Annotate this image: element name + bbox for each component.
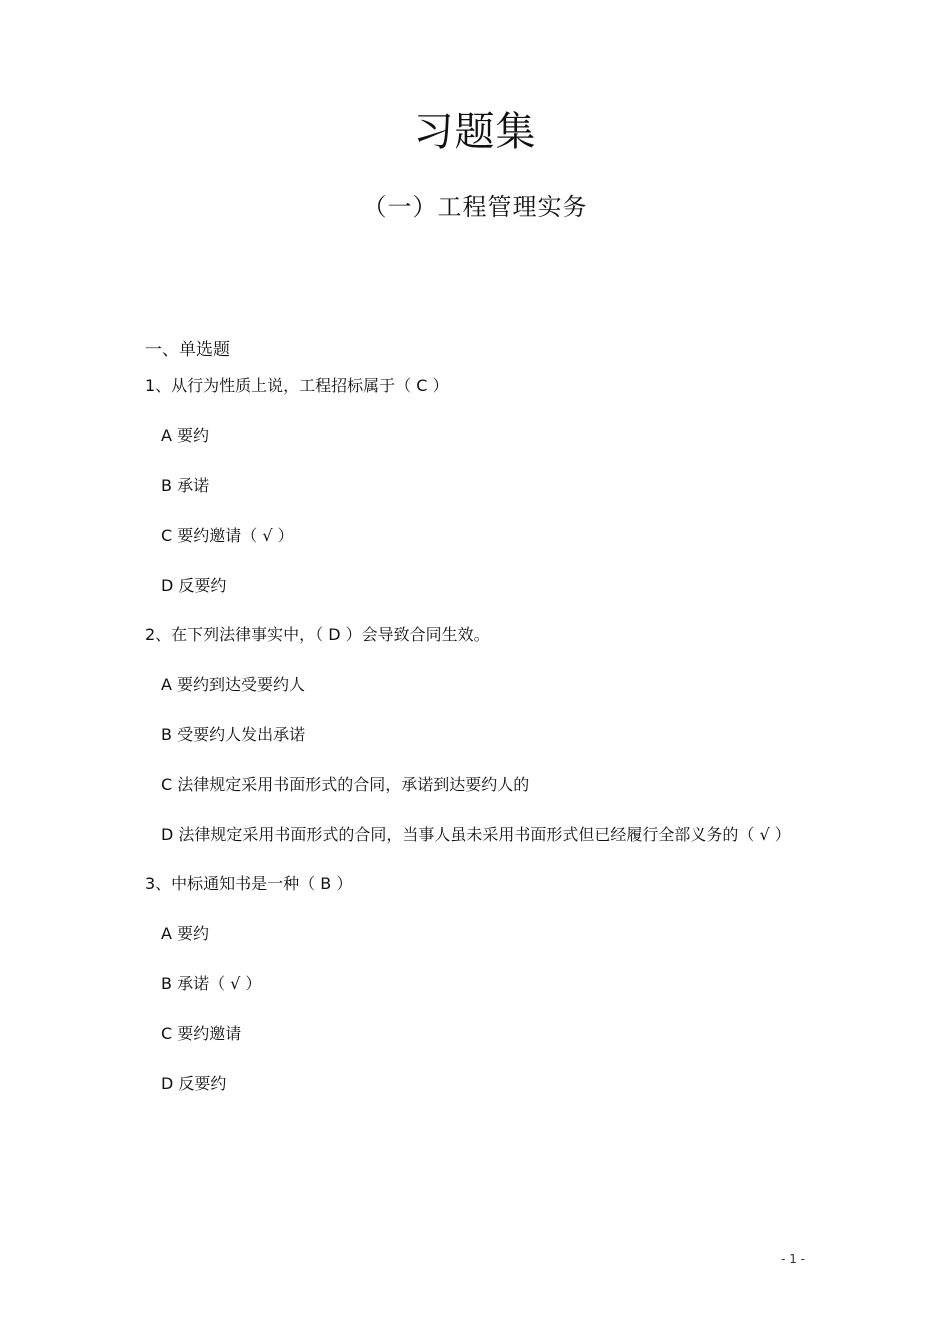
question-2-option-b: B 受要约人发出承诺: [161, 725, 306, 744]
document-title: 习题集: [413, 109, 537, 155]
question-3-option-d: D 反要约: [161, 1074, 227, 1093]
section-heading: 一、单选题: [145, 340, 230, 360]
question-3-option-b: B 承诺（ √ ）: [161, 974, 262, 993]
question-3: 3、中标通知书是一种（ B ）: [145, 874, 353, 893]
question-1: 1、从行为性质上说，工程招标属于（ C ）: [145, 376, 449, 395]
question-2-option-d: D 法律规定采用书面形式的合同，当事人虽未采用书面形式但已经履行全部义务的（ √ ）: [161, 825, 791, 844]
question-3-option-c: C 要约邀请: [161, 1024, 242, 1043]
question-1-option-d: D 反要约: [161, 576, 227, 595]
question-2-option-a: A 要约到达受要约人: [161, 675, 306, 694]
question-1-option-c: C 要约邀请（ √ ）: [161, 526, 294, 545]
question-2: 2、在下列法律事实中，（ D ）会导致合同生效。: [145, 625, 490, 644]
document-subtitle: （一）工程管理实务: [362, 193, 588, 221]
question-3-option-a: A 要约: [161, 924, 210, 943]
question-2-option-c: C 法律规定采用书面形式的合同，承诺到达要约人的: [161, 775, 530, 794]
page-number: - 1 -: [781, 1252, 805, 1266]
question-1-option-b: B 承诺: [161, 476, 210, 495]
question-1-option-a: A 要约: [161, 426, 210, 445]
